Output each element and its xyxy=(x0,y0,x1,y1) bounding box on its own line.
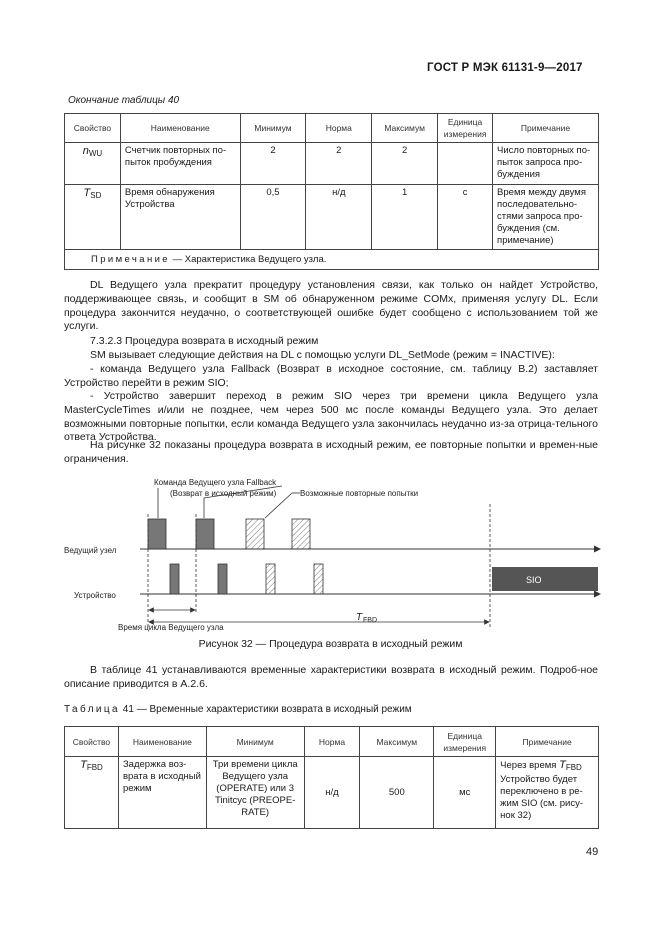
paragraph: - Устройство завершит переход в режим SIO через три времени цикла Ведущего узла MasterCycleTimes и/или не позднее, чем через 500 мс после команды Ведущего узла. Это делает возможными повторные попытки, если команда Ведущего узла закончилась неудачно из-за отрица-тельного ответа Устройства. xyxy=(64,390,598,444)
table-40-caption: Окончание таблицы 40 xyxy=(68,95,180,106)
footnote-label: Примечание xyxy=(91,253,170,265)
table-41-title xyxy=(64,704,412,715)
unit-cell: с xyxy=(438,185,493,250)
device-pulse xyxy=(170,564,179,594)
column-header: Норма xyxy=(304,727,360,757)
min-cell: 0,5 xyxy=(240,185,306,250)
property-cell xyxy=(65,757,119,829)
paragraph: - команда Ведущего узла Fallback (Возврат в исходное состояние, см. таблицу B.2) заставляет Устройство перейти в режим SIO; xyxy=(64,363,598,389)
device-label: Устройство xyxy=(74,591,116,600)
max-cell: 1 xyxy=(372,185,438,250)
column-header: Единица измерения xyxy=(434,727,496,757)
paragraph: DL Ведущего узла прекратит процедуру установления связи, как только он найдет Устройство, поддерживающее связь, и сообщит в SM об обнаруженном режиме COMx, применяя услугу DL. Если процедура закончится неудачно, о соответствующей ошибке будет сообщено с использованием той же услуги. xyxy=(64,279,598,333)
column-header: Примечание xyxy=(493,114,599,143)
column-header: Свойство xyxy=(65,114,121,143)
max-cell: 500 xyxy=(360,757,434,829)
fallback-timing-diagram xyxy=(60,474,605,634)
note-cell xyxy=(496,757,599,829)
fallback-command-label: Команда Ведущего узла Fallback xyxy=(154,478,277,487)
table-footnote-row xyxy=(65,250,599,270)
table-header-row xyxy=(65,114,599,143)
max-cell: 2 xyxy=(372,143,438,185)
symbol: n xyxy=(82,145,89,157)
column-header: Наименование xyxy=(118,727,206,757)
tfbd-subscript: FBD xyxy=(363,617,377,624)
note-symbol: T xyxy=(559,759,566,771)
fallback-command-label-2: (Возврат в исходный режим) xyxy=(170,489,277,498)
column-header: Наименование xyxy=(120,114,240,143)
property-cell xyxy=(65,185,121,250)
note-rest: Устройство будет переключено в ре-жим SIO (см. рису-нок 32) xyxy=(500,774,583,821)
master-label: Ведущий узел xyxy=(64,546,117,555)
note-cell: Время между двумя последовательно-стями запроса про-буждения (см. примечание) xyxy=(493,185,599,250)
column-header: Максимум xyxy=(372,114,438,143)
note-prefix: Через время xyxy=(500,760,560,771)
note-cell: Число повторных по-пыток запроса про-буждения xyxy=(493,143,599,185)
table-header-row xyxy=(65,727,599,757)
paragraph: SM вызывает следующие действия на DL с помощью услуги DL_SetMode (режим = INACTIVE): xyxy=(90,349,555,361)
tfbd-symbol: T xyxy=(356,612,363,623)
device-retry-pulse xyxy=(314,564,323,594)
column-header: Норма xyxy=(306,114,372,143)
footnote-text: — Характеристика Ведущего узла. xyxy=(170,253,327,265)
table-40 xyxy=(64,113,599,270)
section-heading: 7.3.2.3 Процедура возврата в исходный режим xyxy=(90,335,319,347)
retry-pulse xyxy=(292,519,310,549)
norm-cell: н/д xyxy=(304,757,360,829)
symbol-subscript: WU xyxy=(88,149,103,158)
property-cell xyxy=(65,143,121,185)
fallback-pulse xyxy=(148,519,166,549)
norm-cell: 2 xyxy=(306,143,372,185)
column-header: Минимум xyxy=(240,114,306,143)
unit-cell: мс xyxy=(434,757,496,829)
symbol-subscript: FBD xyxy=(86,763,103,772)
device-retry-pulse xyxy=(266,564,275,594)
name-cell: Счетчик повторных по-пыток пробуждения xyxy=(120,143,240,185)
name-cell: Задержка воз-врата в исходный режим xyxy=(118,757,206,829)
table-label: Таблица xyxy=(64,704,121,715)
paragraph: В таблице 41 устанавливаются временные характеристики возврата в исходный режим. Подроб-ное описание приводится в А.2.6. xyxy=(64,664,598,690)
table-title-text: 41 — Временные характеристики возврата в исходный режим xyxy=(120,704,412,715)
table-41 xyxy=(64,726,599,829)
column-header: Минимум xyxy=(206,727,304,757)
unit-cell xyxy=(438,143,493,185)
symbol-subscript: SD xyxy=(90,191,102,200)
paragraph: На рисунке 32 показаны процедура возврата в исходный режим, ее повторные попытки и времен-ные ограничения. xyxy=(64,439,598,465)
document-header: ГОСТ Р МЭК 61131-9—2017 xyxy=(427,62,583,74)
device-pulse xyxy=(218,564,227,594)
retries-label: Возможные повторные попытки xyxy=(300,489,419,498)
table-row xyxy=(65,757,599,829)
symbol: T xyxy=(80,759,87,771)
retry-pulse xyxy=(246,519,264,549)
norm-cell: н/д xyxy=(306,185,372,250)
symbol: T xyxy=(83,187,91,199)
page-number: 49 xyxy=(586,846,599,858)
min-cell: Три времени цикла Ведущего узла (OPERATE) или 3 Tinitcyc (PREOPE-RATE) xyxy=(206,757,304,829)
column-header: Максимум xyxy=(360,727,434,757)
column-header: Свойство xyxy=(65,727,119,757)
figure-caption: Рисунок 32 — Процедура возврата в исходный режим xyxy=(198,638,463,650)
sio-label: SIO xyxy=(526,575,542,585)
footnote-cell xyxy=(65,250,599,270)
fallback-pulse xyxy=(196,519,214,549)
column-header: Примечание xyxy=(496,727,599,757)
table-row xyxy=(65,143,599,185)
sio-block xyxy=(492,567,598,591)
column-header: Единица измерения xyxy=(438,114,493,143)
note-subscript: FBD xyxy=(565,763,582,772)
name-cell: Время обнаружения Устройства xyxy=(120,185,240,250)
table-row xyxy=(65,185,599,250)
cycle-time-label: Время цикла Ведущего узла xyxy=(118,623,224,632)
min-cell: 2 xyxy=(240,143,306,185)
